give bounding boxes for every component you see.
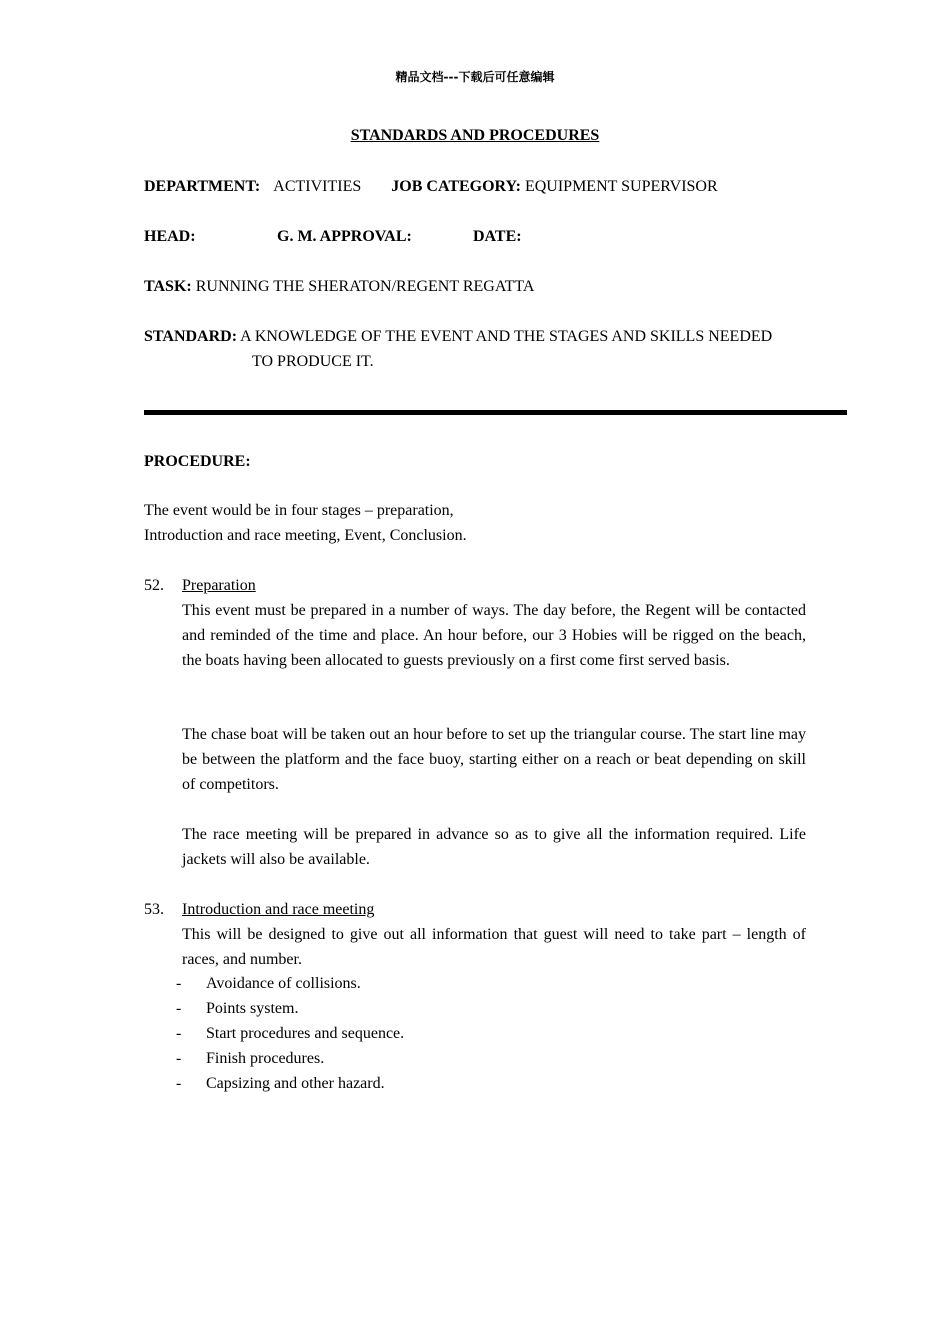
department-label: DEPARTMENT: bbox=[144, 178, 261, 195]
bullet-dash: - bbox=[176, 1075, 182, 1092]
gm-approval-label: G. M. APPROVAL: bbox=[277, 228, 412, 245]
section-heading: Preparation bbox=[182, 577, 256, 594]
procedure-intro-line-1: The event would be in four stages – preparation, bbox=[144, 502, 454, 519]
standard-row bbox=[144, 324, 772, 349]
gm-approval-field bbox=[277, 224, 412, 249]
section-paragraph: This will be designed to give out all information that guest will need to take part – length of races, and number. bbox=[182, 926, 806, 968]
document-title: STANDARDS AND PROCEDURES bbox=[350, 127, 600, 144]
standard-line-1: A KNOWLEDGE OF THE EVENT AND THE STAGES AND SKILLS NEEDED bbox=[240, 328, 773, 345]
section-heading: Introduction and race meeting bbox=[182, 901, 375, 918]
procedure-intro bbox=[144, 498, 806, 548]
procedure-heading bbox=[144, 449, 251, 474]
department-row bbox=[144, 174, 718, 199]
bullet-dash: - bbox=[176, 1050, 182, 1067]
approval-row bbox=[144, 224, 196, 249]
procedure-label: PROCEDURE: bbox=[144, 453, 251, 470]
standard-line-2: TO PRODUCE IT. bbox=[252, 353, 374, 370]
department-value: ACTIVITIES bbox=[273, 178, 362, 195]
list-item bbox=[176, 996, 298, 1021]
section-number: 52. bbox=[144, 577, 164, 594]
section-introduction bbox=[182, 897, 806, 972]
job-category-label: JOB CATEGORY: bbox=[391, 178, 521, 195]
list-item-text: Finish procedures. bbox=[206, 1050, 325, 1067]
list-item bbox=[176, 1071, 385, 1096]
head-label: HEAD: bbox=[144, 228, 196, 245]
list-item-text: Start procedures and sequence. bbox=[206, 1025, 405, 1042]
procedure-intro-line-2: Introduction and race meeting, Event, Conclusion. bbox=[144, 527, 467, 544]
date-label: DATE: bbox=[473, 228, 522, 245]
section-preparation bbox=[182, 573, 806, 673]
section-number: 53. bbox=[144, 901, 164, 918]
date-field bbox=[473, 224, 522, 249]
section-paragraph: This event must be prepared in a number of ways. The day before, the Regent will be contacted and reminded of the time and place. An hour before, our 3 Hobies will be rigged on the beach, the boats having been allocated to guests previously on a first come first served basis. bbox=[182, 602, 806, 669]
list-item-text: Avoidance of collisions. bbox=[206, 975, 361, 992]
watermark-header: 精品文档---下载后可任意编辑 bbox=[395, 70, 555, 84]
section-paragraph: The chase boat will be taken out an hour before to set up the triangular course. The start line may be between the platform and the face buoy, starting either on a reach or beat depending on skill of competitors. bbox=[182, 726, 806, 793]
job-category-value: EQUIPMENT SUPERVISOR bbox=[524, 178, 718, 195]
list-item bbox=[176, 971, 361, 996]
standard-label: STANDARD: bbox=[144, 328, 238, 345]
section-paragraph: The race meeting will be prepared in advance so as to give all the information required. Life jackets will also be available. bbox=[182, 826, 806, 868]
task-value: RUNNING THE SHERATON/REGENT REGATTA bbox=[195, 278, 535, 295]
list-item bbox=[176, 1021, 404, 1046]
bullet-dash: - bbox=[176, 1000, 182, 1017]
task-label: TASK: bbox=[144, 278, 192, 295]
task-row bbox=[144, 274, 534, 299]
list-item bbox=[176, 1046, 324, 1071]
bullet-dash: - bbox=[176, 975, 182, 992]
standard-continuation bbox=[252, 349, 374, 374]
list-item-text: Capsizing and other hazard. bbox=[206, 1075, 385, 1092]
bullet-dash: - bbox=[176, 1025, 182, 1042]
section-divider bbox=[144, 410, 847, 415]
list-item-text: Points system. bbox=[206, 1000, 299, 1017]
